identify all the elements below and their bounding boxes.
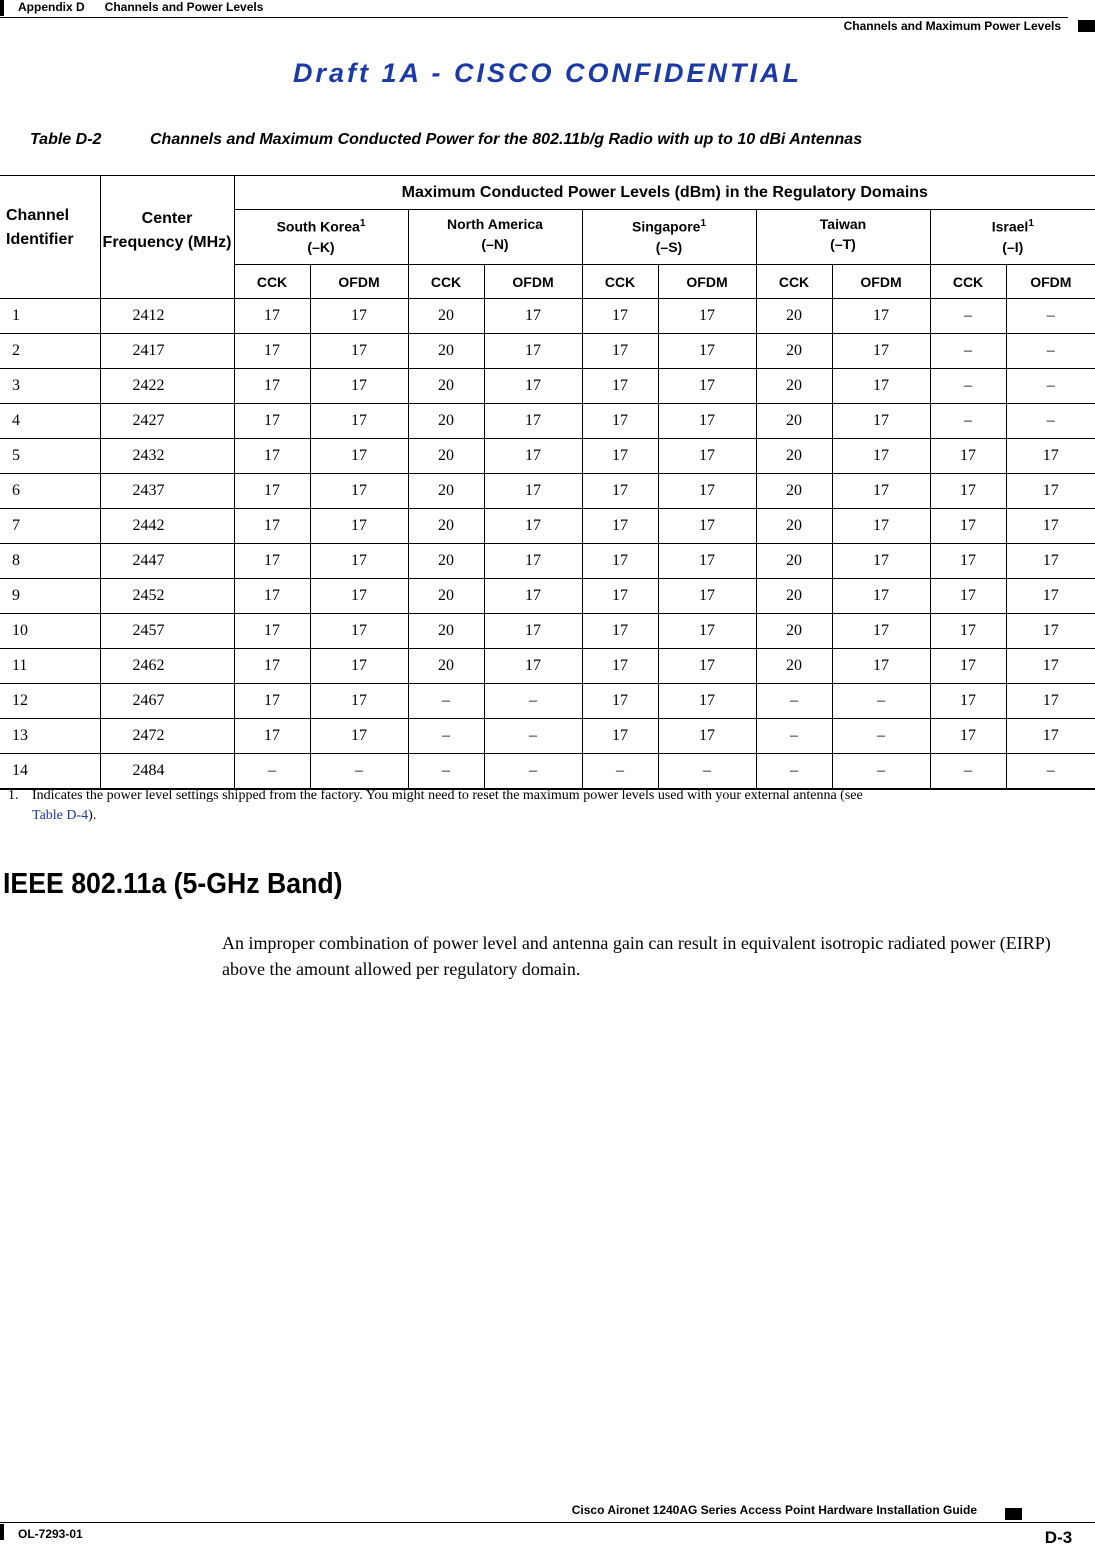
power-cell: 17	[1042, 727, 1059, 744]
frequency-cell: 2484	[100, 754, 234, 790]
power-cell: –	[1046, 342, 1055, 359]
mod-cck: CCK	[582, 265, 658, 299]
channel-cell: 6	[0, 474, 100, 509]
power-cell: 17	[930, 474, 1006, 509]
header-bar	[0, 0, 4, 16]
power-cell: 17	[658, 719, 756, 754]
frequency-cell: 2412	[100, 299, 234, 334]
table-row	[0, 684, 1095, 719]
power-cell: 20	[408, 299, 484, 334]
power-cell: 17	[484, 614, 582, 649]
channel-cell: 8	[0, 544, 100, 579]
channel-cell: 2	[0, 334, 100, 369]
power-cell: 17	[1042, 482, 1059, 499]
table-row	[0, 649, 1095, 684]
table-title: Channels and Maximum Conducted Power for the 802.11b/g Radio with up to 10 dBi Antennas	[150, 131, 863, 148]
channel-cell: 10	[0, 614, 100, 649]
power-cell: 17	[832, 579, 930, 614]
power-cell: 17	[582, 334, 658, 369]
power-cell: 20	[756, 579, 832, 614]
power-cell: 17	[658, 404, 756, 439]
channel-cell: 1	[0, 299, 100, 334]
power-cell: 17	[1042, 447, 1059, 464]
power-cell: 17	[484, 369, 582, 404]
domain-singapore: Singapore$^1$ (–S)	[582, 210, 756, 265]
power-cell: –	[930, 404, 1006, 439]
channel-cell: 3	[0, 369, 100, 404]
mod-ofdm: OFDM	[1006, 265, 1095, 299]
power-cell: 17	[1042, 657, 1059, 674]
power-cell: 17	[930, 684, 1006, 719]
channel-cell: 7	[0, 509, 100, 544]
power-cell: –	[930, 299, 1006, 334]
power-cell: 20	[756, 614, 832, 649]
table-row	[0, 334, 1095, 369]
power-cell: –	[234, 754, 310, 790]
running-header-right: Channels and Maximum Power Levels	[843, 19, 1061, 33]
power-cell: –	[408, 754, 484, 790]
channel-cell: 12	[0, 684, 100, 719]
power-cell: –	[930, 369, 1006, 404]
power-cell: –	[658, 754, 756, 790]
power-cell: 20	[408, 509, 484, 544]
power-cell: 17	[484, 579, 582, 614]
power-cell: 17	[930, 719, 1006, 754]
domain-south-korea: South Korea$^1$ (–K)	[234, 210, 408, 265]
table-row	[0, 544, 1095, 579]
table-row	[0, 614, 1095, 649]
power-cell: 17	[658, 299, 756, 334]
table-body	[0, 299, 1095, 790]
power-cell: 17	[832, 299, 930, 334]
power-cell: 17	[234, 439, 310, 474]
table-row	[0, 439, 1095, 474]
frequency-cell: 2437	[100, 474, 234, 509]
channel-cell: 5	[0, 439, 100, 474]
power-cell: 17	[234, 369, 310, 404]
footnote-number: 1.	[8, 788, 19, 803]
power-cell: 17	[582, 299, 658, 334]
power-cell: 17	[234, 404, 310, 439]
channel-cell: 11	[0, 649, 100, 684]
power-cell: 17	[658, 649, 756, 684]
table-row	[0, 719, 1095, 754]
power-cell: 17	[310, 579, 408, 614]
running-header-left	[18, 0, 283, 14]
mod-cck: CCK	[408, 265, 484, 299]
power-cell: 20	[408, 474, 484, 509]
power-cell: 17	[582, 544, 658, 579]
power-cell: 17	[234, 684, 310, 719]
channel-identifier-header: Channel Identifier	[0, 176, 100, 299]
guide-title: Cisco Aironet 1240AG Series Access Point Hardware Installation Guide	[571, 1503, 977, 1517]
power-cell: 17	[310, 684, 408, 719]
power-cell: –	[484, 754, 582, 790]
power-cell: 17	[582, 509, 658, 544]
power-cell: –	[832, 719, 930, 754]
power-levels-table	[0, 175, 1095, 790]
table-footnote	[8, 786, 1083, 826]
center-frequency-header: Center Frequency (MHz)	[100, 176, 234, 299]
domain-taiwan: Taiwan (–T)	[756, 210, 930, 265]
chapter-label: Channels and Power Levels	[104, 0, 264, 14]
power-cell: 17	[658, 369, 756, 404]
table-row	[0, 369, 1095, 404]
power-cell: 17	[484, 544, 582, 579]
table-d4-link[interactable]: Table D-4	[32, 808, 89, 823]
mod-ofdm: OFDM	[484, 265, 582, 299]
section-heading: IEEE 802.11a (5-GHz Band)	[3, 868, 343, 900]
table-row	[0, 509, 1095, 544]
mod-ofdm: OFDM	[310, 265, 408, 299]
header-rule	[0, 17, 1068, 18]
power-cell: 17	[484, 439, 582, 474]
table-number: Table D-2	[30, 131, 102, 148]
power-cell: 17	[582, 649, 658, 684]
table-row	[0, 404, 1095, 439]
frequency-cell: 2447	[100, 544, 234, 579]
frequency-cell: 2467	[100, 684, 234, 719]
power-cell: 17	[832, 544, 930, 579]
power-cell: 17	[658, 684, 756, 719]
power-cell: 17	[582, 369, 658, 404]
power-cell: 20	[408, 439, 484, 474]
mod-cck: CCK	[930, 265, 1006, 299]
frequency-cell: 2432	[100, 439, 234, 474]
power-cell: 17	[930, 649, 1006, 684]
power-cell: 20	[408, 579, 484, 614]
page-number: D-3	[1022, 1524, 1095, 1548]
section-paragraph: An improper combination of power level and antenna gain can result in equivalent isotropic radiated power (EIRP) above the amount allowed per regulatory domain.	[222, 933, 1051, 979]
power-cell: 17	[484, 404, 582, 439]
power-cell: 20	[756, 404, 832, 439]
draft-watermark: Draft 1A - CISCO CONFIDENTIAL	[292, 58, 802, 88]
table-row	[0, 579, 1095, 614]
power-cell: 17	[310, 649, 408, 684]
footer-bar	[0, 1524, 4, 1540]
power-cell: 17	[832, 509, 930, 544]
power-cell: 20	[756, 544, 832, 579]
power-cell: 17	[832, 369, 930, 404]
power-cell: 17	[658, 334, 756, 369]
regulatory-domains-header: Maximum Conducted Power Levels (dBm) in the Regulatory Domains	[234, 176, 1095, 210]
footnote-text: Indicates the power level settings shipped from the factory. You might need to reset the maximum power levels used with your external antenna (see	[32, 788, 863, 803]
frequency-cell: 2457	[100, 614, 234, 649]
power-cell: 17	[832, 439, 930, 474]
power-cell: 17	[310, 719, 408, 754]
mod-cck: CCK	[756, 265, 832, 299]
frequency-cell: 2422	[100, 369, 234, 404]
frequency-cell: 2462	[100, 649, 234, 684]
power-cell: –	[756, 754, 832, 790]
power-cell: 17	[582, 579, 658, 614]
power-cell: 20	[408, 369, 484, 404]
frequency-cell: 2472	[100, 719, 234, 754]
frequency-cell: 2427	[100, 404, 234, 439]
channel-cell: 4	[0, 404, 100, 439]
power-cell: 17	[484, 649, 582, 684]
power-cell: 17	[484, 509, 582, 544]
power-cell: 20	[756, 299, 832, 334]
power-cell: –	[408, 684, 484, 719]
power-cell: –	[484, 719, 582, 754]
power-cell: 17	[310, 439, 408, 474]
power-cell: 17	[582, 614, 658, 649]
mod-ofdm: OFDM	[832, 265, 930, 299]
power-cell: 17	[582, 439, 658, 474]
frequency-cell: 2417	[100, 334, 234, 369]
power-cell: 17	[1042, 622, 1059, 639]
header-marker	[1078, 20, 1095, 32]
power-cell: 17	[310, 404, 408, 439]
document-number: OL-7293-01	[18, 1527, 83, 1541]
power-cell: 17	[310, 369, 408, 404]
power-cell: 17	[484, 334, 582, 369]
power-cell: 17	[832, 474, 930, 509]
power-cell: 17	[234, 614, 310, 649]
power-cell: 17	[310, 474, 408, 509]
power-cell: 17	[234, 719, 310, 754]
footer-rule	[0, 1522, 1095, 1523]
power-cell: 17	[658, 509, 756, 544]
power-cell: 17	[658, 474, 756, 509]
power-cell: 17	[658, 544, 756, 579]
power-cell: –	[930, 334, 1006, 369]
power-cell: –	[1046, 307, 1055, 324]
power-cell: 17	[582, 684, 658, 719]
power-cell: 17	[930, 544, 1006, 579]
power-cell: 20	[756, 439, 832, 474]
power-cell: 20	[408, 649, 484, 684]
power-cell: 17	[658, 579, 756, 614]
power-cell: 17	[658, 439, 756, 474]
table-row	[0, 754, 1095, 790]
power-cell: 17	[658, 614, 756, 649]
power-cell: 17	[832, 404, 930, 439]
domain-north-america: North America (–N)	[408, 210, 582, 265]
power-cell: 20	[408, 334, 484, 369]
power-cell: –	[1046, 377, 1055, 394]
footnote-tail: ).	[88, 808, 97, 823]
power-cell: –	[832, 684, 930, 719]
power-cell: 17	[832, 334, 930, 369]
power-cell: –	[408, 719, 484, 754]
power-cell: 17	[310, 509, 408, 544]
power-cell: 20	[408, 544, 484, 579]
power-cell: –	[930, 754, 1006, 790]
power-cell: 17	[484, 299, 582, 334]
power-cell: 17	[310, 614, 408, 649]
power-cell: 17	[484, 474, 582, 509]
power-cell: 20	[408, 614, 484, 649]
power-cell: –	[832, 754, 930, 790]
power-cell: 17	[930, 614, 1006, 649]
power-cell: 17	[930, 439, 1006, 474]
frequency-cell: 2442	[100, 509, 234, 544]
power-cell: 17	[310, 334, 408, 369]
power-cell: 20	[756, 334, 832, 369]
power-cell: 17	[930, 579, 1006, 614]
power-cell: 17	[832, 649, 930, 684]
power-cell: 17	[832, 614, 930, 649]
domain-israel: Israel$^1$ (–I)	[930, 210, 1095, 265]
power-cell: 17	[234, 544, 310, 579]
power-cell: 17	[1042, 692, 1059, 709]
power-cell: –	[582, 754, 658, 790]
power-cell: –	[756, 719, 832, 754]
footer-marker	[1005, 1508, 1022, 1520]
power-cell: 20	[756, 509, 832, 544]
power-cell: –	[756, 684, 832, 719]
table-row	[0, 299, 1095, 334]
power-cell: 20	[756, 649, 832, 684]
power-cell: 17	[582, 719, 658, 754]
table-caption	[30, 131, 862, 149]
power-cell: 17	[930, 509, 1006, 544]
power-cell: 20	[756, 474, 832, 509]
power-cell: 17	[234, 299, 310, 334]
power-cell: 17	[234, 649, 310, 684]
power-cell: 17	[1042, 552, 1059, 569]
power-cell: –	[1046, 412, 1055, 429]
channel-cell: 13	[0, 719, 100, 754]
power-cell: 17	[310, 299, 408, 334]
mod-cck: CCK	[234, 265, 310, 299]
table-row	[0, 474, 1095, 509]
power-cell: 20	[408, 404, 484, 439]
channel-cell: 9	[0, 579, 100, 614]
power-cell: 17	[582, 474, 658, 509]
channel-cell: 14	[0, 754, 100, 790]
appendix-label: Appendix D	[18, 0, 85, 14]
power-cell: 17	[1042, 517, 1059, 534]
frequency-cell: 2452	[100, 579, 234, 614]
power-cell: –	[310, 754, 408, 790]
power-cell: 17	[234, 334, 310, 369]
power-cell: 17	[234, 474, 310, 509]
power-cell: –	[484, 684, 582, 719]
power-cell: –	[1046, 762, 1055, 779]
power-cell: 17	[234, 509, 310, 544]
power-cell: 20	[756, 369, 832, 404]
power-cell: 17	[582, 404, 658, 439]
power-cell: 17	[310, 544, 408, 579]
mod-ofdm: OFDM	[658, 265, 756, 299]
power-cell: 17	[234, 579, 310, 614]
power-cell: 17	[1042, 587, 1059, 604]
